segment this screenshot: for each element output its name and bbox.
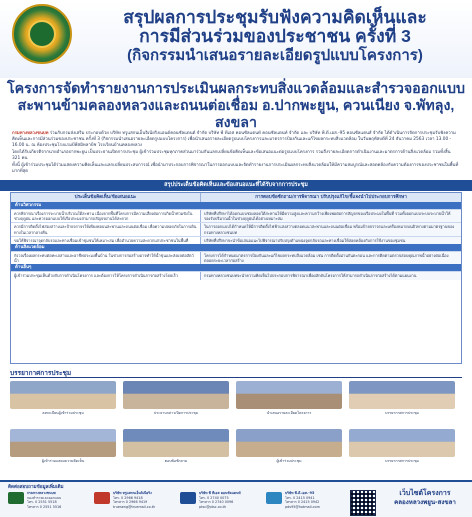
intro-paragraph-2: โดยได้รับเกียรติจากนายอำเภอปากพะยูน เป็นประธานเปิดการประชุม ผู้เข้าร่วมประชุมทุกภาคส่วนมาร่วมกันแลกเปลี่ยนข้อคิดเห็นและข้อเสนอแนะต่อรูปแบบโครงการ รวมถึงรายละเอียดการดำเนินงานและมาตรการด้านสิ่งแวดล้อม รวมทั้งสิ้น 321 คน	[12, 150, 451, 161]
table-row	[11, 251, 461, 264]
table-row	[11, 271, 461, 279]
photo-caption: นำเสนอรายละเอียดโครงการ	[266, 411, 312, 415]
photo-caption: บรรยากาศการประชุม	[385, 411, 419, 415]
photo-caption: ผู้เข้าร่วมแสดงความคิดเห็น	[41, 459, 85, 463]
contact-l1: โทร. 0 2740 0075	[199, 495, 229, 500]
page-title-line2: การมีส่วนร่วมของประชาชน ครั้งที่ 3	[139, 26, 411, 46]
photo-caption: ลงทะเบียนผู้เข้าร่วมประชุม	[42, 411, 84, 415]
meeting-photo	[123, 381, 229, 409]
meeting-photo	[349, 429, 455, 457]
intro-text	[12, 131, 460, 179]
column-header-comments: ประเด็นข้อคิดเห็น/ข้อเสนอแนะ	[11, 193, 201, 202]
table-row	[11, 236, 461, 244]
department-seal-icon	[12, 4, 72, 64]
table-row	[11, 222, 461, 235]
page-header	[0, 0, 472, 78]
contact-card	[113, 491, 178, 517]
project-name-line2: สะพานข้ามคลองหลวงและถนนต่อเชื่อม อ.ปากพะยูน, ควนเนียง จ.พัทลุง, สงขลา	[17, 98, 455, 131]
project-name	[0, 78, 472, 130]
response-cell: ในการออกแบบได้กำหนดให้มีการติดตั้งไฟฟ้าแสงสว่างตลอดแนวสะพานและถนนต่อเชื่อม พร้อมป้ายจราจรและเครื่องหมายบนผิวทางตามมาตรฐานของกรมทางหลวงชนบท	[201, 223, 461, 235]
table-section-header: ด้านอื่นๆ	[11, 264, 461, 271]
contact-org: บริษัท พี ทีเอส คอนซัลแตนท์	[199, 491, 241, 495]
photos-heading: บรรยากาศการประชุม	[10, 369, 72, 377]
comment-cell: ขอให้พิจารณาจุดกลับรถและทางเชื่อมเข้าชุมชนให้เหมาะสม เพื่ออำนวยความสะดวกแก่ประชาชนในพื้นที่	[11, 237, 201, 244]
photo-caption: ประธานกล่าวเปิดการประชุม	[153, 411, 199, 415]
meeting-photo	[10, 429, 116, 457]
table-body	[11, 202, 461, 280]
contact-l2: โทรสาร 0 2415 0942	[285, 500, 320, 504]
contact-l1: โทร. 0 2966 9418	[113, 495, 143, 500]
org-logo-icon	[180, 492, 196, 504]
contact-l3[interactable]: trueseng@truemail.co.th	[113, 504, 156, 509]
contact-heading: ติดต่อสอบถามข้อมูลเพิ่มเติม	[8, 485, 64, 490]
contact-l1: กองสำรวจและออกแบบ	[27, 495, 62, 500]
photos-divider	[10, 377, 462, 378]
contact-org: กรมทางหลวงชนบท	[27, 491, 56, 495]
table-section-header: ด้านวิศวกรรม	[11, 202, 461, 209]
qr-code-icon[interactable]	[350, 490, 376, 516]
meeting-photo	[236, 429, 342, 457]
response-cell: บริษัทที่ปรึกษาจะนำข้อเสนอแนะไปพิจารณาปรับปรุงตำแหน่งจุดกลับรถและทางเชื่อมให้สอดคล้องกับการใช้งานของชุมชน	[201, 237, 461, 244]
org-logo-icon	[94, 492, 110, 504]
comment-cell: ผู้เข้าร่วมประชุมเห็นด้วยกับการดำเนินโครงการ และต้องการให้โครงการดำเนินการก่อสร้างโดยเร็ว	[11, 272, 201, 279]
comment-cell: กังวลเรื่องผลกระทบต่อทะเลสาบและอาชีพประมงพื้นบ้าน ในช่วงการก่อสร้างอาจทำให้น้ำขุ่นและส่งผลต่อสัตว์น้ำ	[11, 252, 201, 264]
project-website[interactable]	[382, 488, 468, 516]
summary-heading: สรุปประเด็นข้อคิดเห็นและข้อเสนอแนะที่ได้รับจากการประชุม	[0, 180, 472, 191]
contact-footer	[0, 480, 472, 517]
intro-para1-text: ร่วมกับกรมส่งเสริม ประกอบด้วย บริษัท ทรูแสกนเอ็นจิเนียริงแอนด์คอนซัลแตนต์ จำกัด บริษัท พี ทีเอส คอนซัลแตนท์ คอนซัลแตนท์ จำกัด และ บริษัท พี.ดี.เอส.-95 คอนซัลแตนส์ จำกัด ได้ดำเนินการจัดการประชุมรับฟังความคิดเห็นและการมีส่วนร่วมของประชาชน ครั้งที่ 3 (กิจกรรมนำเสนอรายละเอียดรูปแบบโครงการ) เพื่อนำเสนอรายละเอียดรูปแบบโครงการและมาตรการป้องกันและแก้ไขผลกระทบสิ่งแวดล้อม ในวันพฤหัสบดีที่ 24 ธันวาคม 2563 เวลา 13.00 - 16.00 น. ณ ห้องประชุมโรงแรมบีพีสมิหลาบีช โรงเรียนบ้านคลองหลวง	[12, 131, 456, 148]
meeting-photo	[236, 381, 342, 409]
intro-highlight: กรมทางหลวงชนบท	[12, 131, 49, 136]
contact-l2: โทรสาร 0 2966 9419	[113, 500, 148, 504]
intro-paragraph-1	[12, 131, 460, 149]
intro-paragraph-3: ทั้งนี้ ผู้เข้าร่วมประชุมได้ร่วมแสดงความคิดเห็นและแลกเปลี่ยนประสบการณ์ เพื่อนำมาประกอบการพิจารณาในการออกแบบและจัดทำรายงานการประเมินผลกระทบสิ่งแวดล้อมให้มีความสมบูรณ์และสอดคล้องกับความต้องการของประชาชนในพื้นที่มากที่สุด	[12, 163, 459, 174]
contact-l3[interactable]: pds95@hotmail.com	[285, 504, 320, 509]
table-header	[11, 193, 461, 202]
org-logo-icon	[266, 492, 282, 504]
page-subtitle: (กิจกรรมนำเสนอรายละเอียดรูปแบบโครงการ)	[127, 47, 423, 64]
photo-caption: ตอบข้อซักถาม	[164, 459, 188, 463]
contact-card	[199, 491, 264, 517]
summary-table	[10, 192, 462, 364]
meeting-photo	[349, 381, 455, 409]
response-cell: โครงการได้กำหนดมาตรการป้องกันและแก้ไขผลกระทบสิ่งแวดล้อม เช่น การติดตั้งม่านกันตะกอน และการติดตามตรวจสอบคุณภาพน้ำอย่างต่อเนื่องตลอดระยะเวลาก่อสร้าง	[201, 252, 461, 264]
response-cell: บริษัทที่ปรึกษาได้ออกแบบช่องลอดใต้สะพานให้มีความสูงและความกว้างเพียงพอต่อการสัญจรของเรือประมงในพื้นที่ รวมทั้งออกแบบระบบระบายน้ำให้รองรับปริมาณน้ำในช่วงฤดูฝนได้อย่างเหมาะสม	[201, 210, 461, 222]
table-section-header: ด้านสิ่งแวดล้อม	[11, 244, 461, 251]
contact-l3[interactable]: โทรสาร 0 2551 5516	[27, 504, 62, 509]
contact-l1: โทร. 0 2415 0941	[285, 495, 315, 500]
contact-l3[interactable]: ptsc@ptsc.co.th	[199, 504, 227, 509]
contact-card	[27, 491, 92, 517]
contact-l2: โทร. 0 2551 5518	[27, 500, 57, 504]
project-name-line1: โครงการจัดทำรายงานการประเมินผลกระทบสิ่งแวดล้อมและสำรวจออกแบบ	[7, 81, 465, 97]
comment-cell: ควรมีการติดตั้งไฟส่องสว่างและป้ายจราจรให้เพียงพอบนสะพานและถนนต่อเชื่อม เพื่อความปลอดภัยในการเดินทางในเวลากลางคืน	[11, 223, 201, 235]
contact-l2: โทรสาร 0 2740 0096	[199, 500, 234, 504]
meeting-photo	[123, 429, 229, 457]
website-label: เว็บไซต์โครงการ	[399, 489, 451, 497]
website-url[interactable]: คลองหลวงพยูน-สงขลา	[394, 499, 456, 506]
table-row	[11, 209, 461, 222]
contact-card	[285, 491, 350, 517]
page-title-line1: สรุปผลการประชุมรับฟังความคิดเห็นและ	[123, 7, 427, 27]
photo-caption: ผู้เข้าร่วมประชุม	[276, 459, 302, 463]
photo-caption: บรรยากาศการประชุม	[385, 459, 419, 463]
meeting-photo	[10, 381, 116, 409]
column-header-responses: การตอบข้อซักถาม/การพิจารณา ปรับปรุงแก้ไข/ชี้แจงนำไปประกอบการศึกษา	[255, 195, 407, 200]
comment-cell: ควรพิจารณาเรื่องการระบายน้ำบริเวณใต้สะพาน เนื่องจากพื้นที่โครงการมีความเสี่ยงต่อการเกิดน้ำท่วมขังในช่วงฤดูฝน และควรออกแบบให้เรือประมงสามารถสัญจรผ่านได้สะดวก	[11, 210, 201, 222]
response-cell: กรมทางหลวงชนบทจะนำความคิดเห็นไปประกอบการพิจารณาเพื่อผลักดันโครงการให้สามารถดำเนินการก่อสร้างได้ตามแผนงาน	[201, 272, 461, 279]
org-logo-icon	[8, 492, 24, 504]
contact-org: บริษัท ทรูแสกนเอ็นจิเนียริง	[113, 491, 152, 495]
contact-org: บริษัท พี.ดี.เอส.-95	[285, 491, 315, 495]
seal-center	[28, 20, 56, 48]
